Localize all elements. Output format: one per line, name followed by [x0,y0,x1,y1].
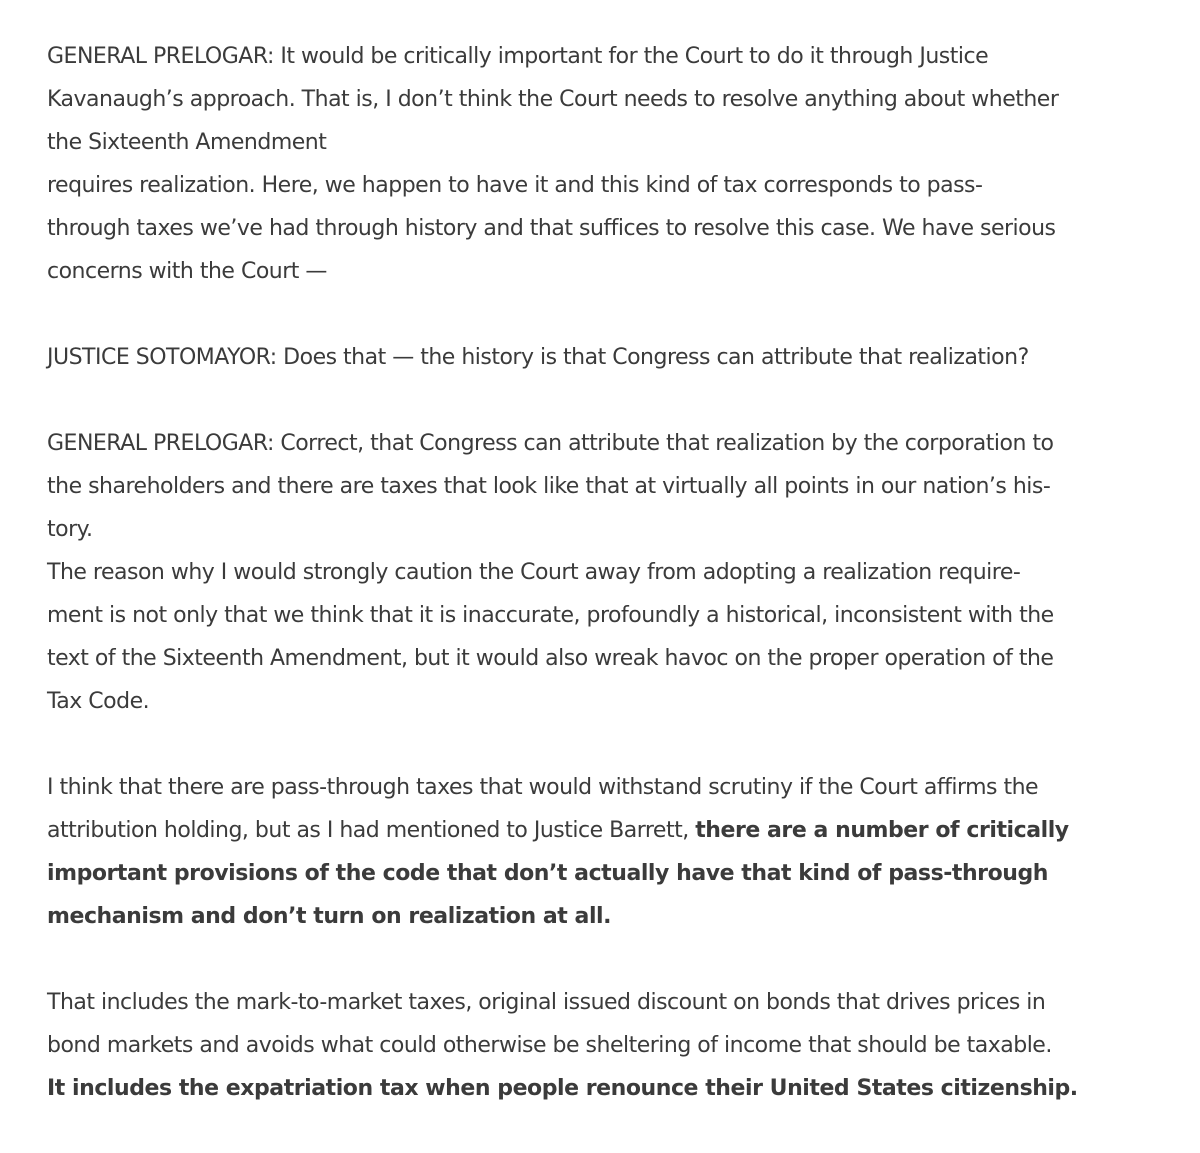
text-run: requires realization. Here, we happen to have it and this kind of tax corresponds to pass- [47,173,983,198]
text-line [47,551,1167,594]
text-run: I think that there are pass-through taxes that would withstand scrutiny if the Court affirms the [47,775,1039,800]
bold-text-run: It includes the expatriation tax when people renounce their United States citizenship. [47,1076,1078,1101]
text-run: attribution holding, but as I had mentioned to Justice Barrett, [47,818,696,843]
text-run: GENERAL PRELOGAR: Correct, that Congress can attribute that realization by the corporation to [47,431,1054,456]
bold-text-run: important provisions of the code that don’t actually have that kind of pass-through [47,861,1048,886]
transcript-paragraph [47,336,1167,379]
text-line [47,680,1167,723]
text-line [47,1067,1167,1110]
text-run: JUSTICE SOTOMAYOR: Does that — the history is that Congress can attribute that realization? [47,345,1029,370]
text-run: That includes the mark-to-market taxes, original issued discount on bonds that drives prices in [47,990,1046,1015]
text-run: GENERAL PRELOGAR: It would be critically important for the Court to do it through Justice [47,44,989,69]
text-run: concerns with the Court — [47,259,327,284]
text-run: bond markets and avoids what could otherwise be sheltering of income that should be taxable. [47,1033,1052,1058]
text-line [47,78,1167,121]
transcript-paragraph [47,981,1167,1110]
text-line [47,336,1167,379]
text-run: through taxes we’ve had through history and that suffices to resolve this case. We have serious [47,216,1056,241]
text-run: Kavanaugh’s approach. That is, I don’t think the Court needs to resolve anything about whether [47,87,1059,112]
bold-text-run: there are a number of critically [695,818,1069,843]
text-line [47,465,1167,508]
bold-text-run: mechanism and don’t turn on realization at all. [47,904,612,929]
text-line [47,766,1167,809]
text-run: The reason why I would strongly caution the Court away from adopting a realization require- [47,560,1021,585]
text-run: text of the Sixteenth Amendment, but it would also wreak havoc on the proper operation of the [47,646,1054,671]
text-run: the Sixteenth Amendment [47,130,327,155]
text-line [47,422,1167,465]
text-line [47,594,1167,637]
text-line [47,207,1167,250]
text-line [47,508,1167,551]
text-run: Tax Code. [47,689,150,714]
text-line [47,981,1167,1024]
text-line [47,852,1167,895]
transcript-article [47,35,1167,1153]
text-line [47,121,1167,164]
text-run: tory. [47,517,93,542]
transcript-paragraph [47,766,1167,938]
text-line [47,35,1167,78]
text-line [47,1024,1167,1067]
text-run: the shareholders and there are taxes that look like that at virtually all points in our nation’s his- [47,474,1051,499]
text-line [47,164,1167,207]
text-run: ment is not only that we think that it is inaccurate, profoundly a historical, inconsistent with the [47,603,1054,628]
text-line [47,895,1167,938]
text-line [47,637,1167,680]
text-line [47,250,1167,293]
transcript-paragraph [47,422,1167,723]
text-line [47,809,1167,852]
transcript-paragraph [47,35,1167,293]
